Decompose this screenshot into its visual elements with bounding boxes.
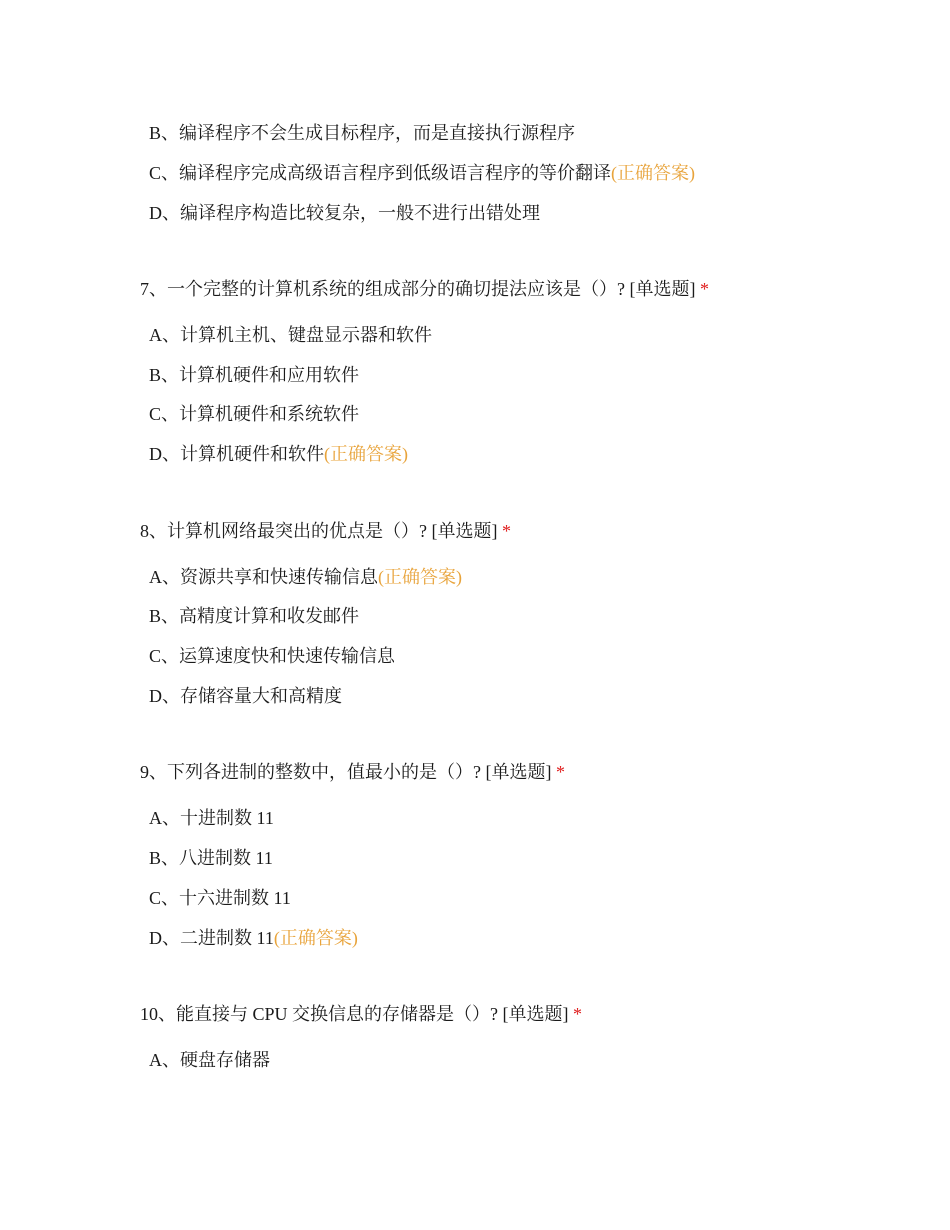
q8-option-d-text: D、存储容量大和高精度: [149, 686, 342, 706]
q9-option-b-text: B、八进制数 11: [149, 848, 273, 868]
q7-option-c-text: C、计算机硬件和系统软件: [149, 404, 360, 424]
q8-option-b-text: B、高精度计算和收发邮件: [149, 606, 360, 626]
q8-option-a-text: A、资源共享和快速传输信息: [149, 567, 378, 587]
q10-option-a-text: A、硬盘存储器: [149, 1050, 270, 1070]
q9-option-d-text: D、二进制数 11: [149, 928, 274, 948]
q7-option-d-text: D、计算机硬件和软件: [149, 444, 324, 464]
q8-title-text: 8、计算机网络最突出的优点是（）? [单选题]: [140, 521, 498, 541]
q9-option-c: [149, 886, 291, 910]
q10-option-a: [149, 1048, 270, 1072]
required-star: *: [699, 279, 709, 299]
required-star: *: [573, 1004, 582, 1024]
q10-title: [140, 1002, 582, 1026]
q9-option-a-text: A、十进制数 11: [149, 808, 274, 828]
q8-option-b: [149, 604, 359, 628]
q9-option-d: [149, 926, 358, 950]
q10-title-text: 10、能直接与 CPU 交换信息的存储器是（）? [单选题]: [140, 1004, 569, 1024]
q6-option-d: [149, 201, 540, 225]
correct-answer-tag: (正确答案): [611, 163, 696, 183]
q9-option-c-text: C、十六进制数 11: [149, 888, 291, 908]
q6-option-b: [149, 121, 575, 145]
q8-option-d: [149, 684, 342, 708]
q6-option-c: [149, 161, 695, 185]
correct-answer-tag: (正确答案): [378, 567, 462, 587]
q7-title: [140, 277, 709, 301]
q8-option-c: [149, 644, 395, 668]
correct-answer-tag: (正确答案): [273, 928, 358, 948]
q7-option-c: [149, 402, 359, 426]
q8-option-c-text: C、运算速度快和快速传输信息: [149, 646, 396, 666]
q7-option-d: [149, 442, 408, 466]
q7-option-a-text: A、计算机主机、键盘显示器和软件: [149, 325, 432, 345]
q9-title: [140, 760, 565, 784]
q6-option-b-text: B、编译程序不会生成目标程序，而是直接执行源程序: [149, 123, 576, 143]
correct-answer-tag: (正确答案): [324, 444, 408, 464]
q6-option-d-text: D、编译程序构造比较复杂，一般不进行出错处理: [149, 203, 540, 223]
q9-option-b: [149, 846, 273, 870]
required-star: *: [501, 521, 511, 541]
q7-option-b-text: B、计算机硬件和应用软件: [149, 365, 360, 385]
q9-option-a: [149, 806, 274, 830]
q7-option-b: [149, 363, 359, 387]
q8-option-a: [149, 565, 462, 589]
required-star: *: [555, 762, 565, 782]
q7-option-a: [149, 323, 432, 347]
q6-option-c-text: C、编译程序完成高级语言程序到低级语言程序的等价翻译: [149, 163, 612, 183]
q9-title-text: 9、下列各进制的整数中，值最小的是（）? [单选题]: [140, 762, 552, 782]
q7-title-text: 7、一个完整的计算机系统的组成部分的确切提法应该是（）? [单选题]: [140, 279, 696, 299]
q8-title: [140, 519, 511, 543]
